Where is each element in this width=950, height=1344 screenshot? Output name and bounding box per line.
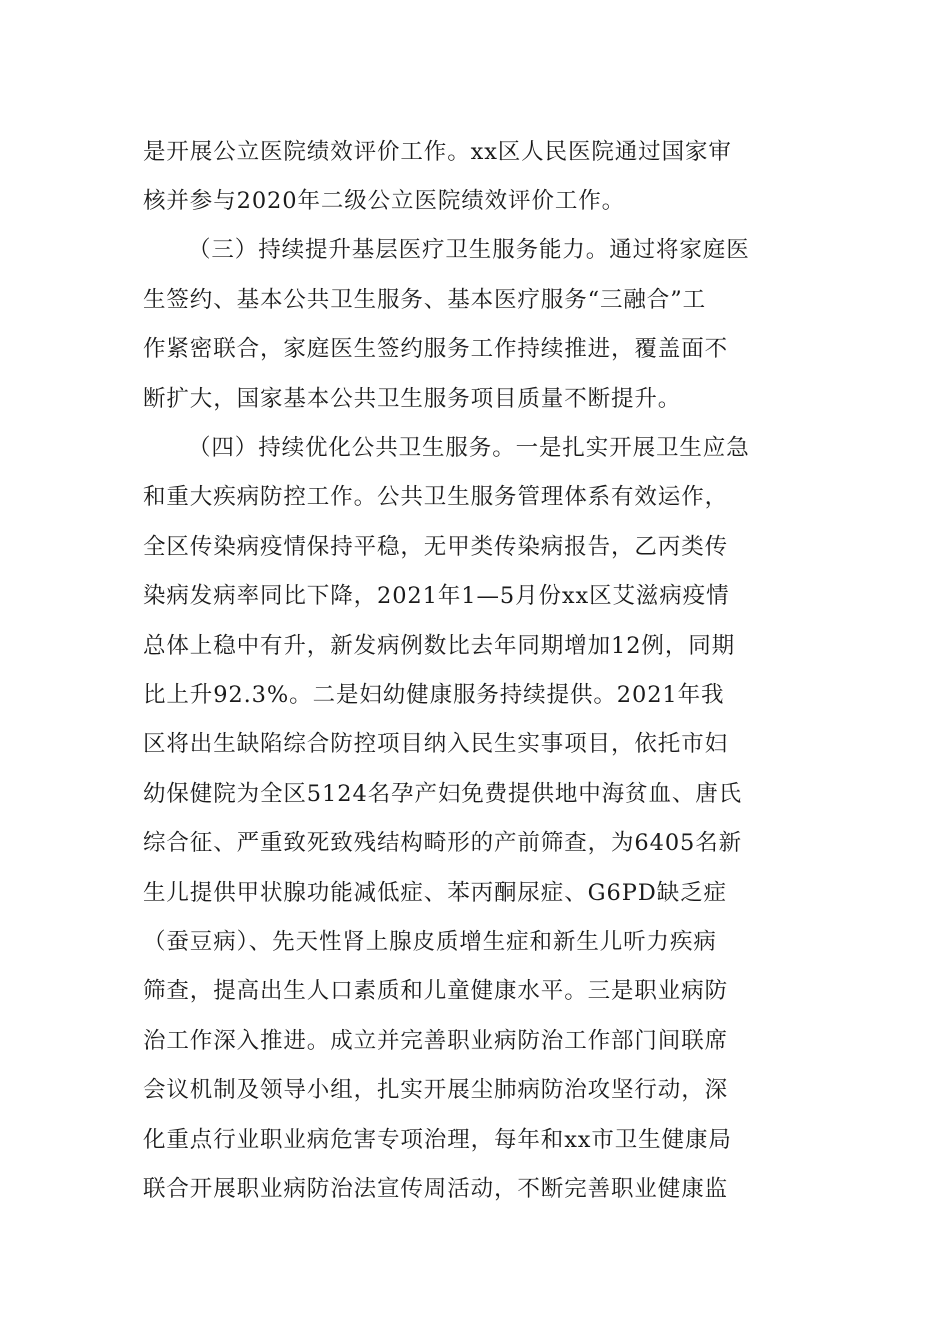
text-line: 染病发病率同比下降，2021年1—5月份xx区艾滋病疫情 <box>143 583 730 609</box>
text-line: 全区传染病疫情保持平稳，无甲类传染病报告，乙丙类传 <box>143 534 729 560</box>
text-line: （蚕豆病）、先天性肾上腺皮质增生症和新生儿听力疾病 <box>143 929 717 955</box>
text-line: 作紧密联合，家庭医生签约服务工作持续推进，覆盖面不 <box>143 336 729 362</box>
text-line: 断扩大，国家基本公共卫生服务项目质量不断提升。 <box>143 386 682 412</box>
paragraph-4-heading-line: （四）持续优化公共卫生服务。一是扎实开展卫生应急 <box>188 435 750 461</box>
text-line: 生儿提供甲状腺功能减低症、苯丙酮尿症、G6PD缺乏症 <box>143 880 727 906</box>
text-line: 联合开展职业病防治法宣传周活动，不断完善职业健康监 <box>143 1176 729 1202</box>
text-line: 和重大疾病防控工作。公共卫生服务管理体系有效运作， <box>143 484 729 510</box>
paragraph-3-heading-line: （三）持续提升基层医疗卫生服务能力。通过将家庭医 <box>188 237 750 263</box>
text-line: 区将出生缺陷综合防控项目纳入民生实事项目，依托市妇 <box>143 731 729 757</box>
text-line: 化重点行业职业病危害专项治理，每年和xx市卫生健康局 <box>143 1127 732 1153</box>
text-line: 幼保健院为全区5124名孕产妇免费提供地中海贫血、唐氏 <box>143 781 743 807</box>
text-line: 是开展公立医院绩效评价工作。xx区人民医院通过国家审 <box>143 139 732 165</box>
text-line: 生签约、基本公共卫生服务、基本医疗服务“三融合”工 <box>143 287 707 313</box>
text-line: 会议机制及领导小组，扎实开展尘肺病防治攻坚行动，深 <box>143 1077 729 1103</box>
text-line: 综合征、严重致死致残结构畸形的产前筛查，为6405名新 <box>143 830 743 856</box>
text-line: 比上升92.3%。二是妇幼健康服务持续提供。2021年我 <box>143 682 725 708</box>
text-line: 治工作深入推进。成立并完善职业病防治工作部门间联席 <box>143 1028 729 1054</box>
text-line: 总体上稳中有升，新发病例数比去年同期增加12例，同期 <box>143 633 736 659</box>
text-line: 筛查，提高出生人口素质和儿童健康水平。三是职业病防 <box>143 978 729 1004</box>
text-line: 核并参与2020年二级公立医院绩效评价工作。 <box>143 188 626 214</box>
